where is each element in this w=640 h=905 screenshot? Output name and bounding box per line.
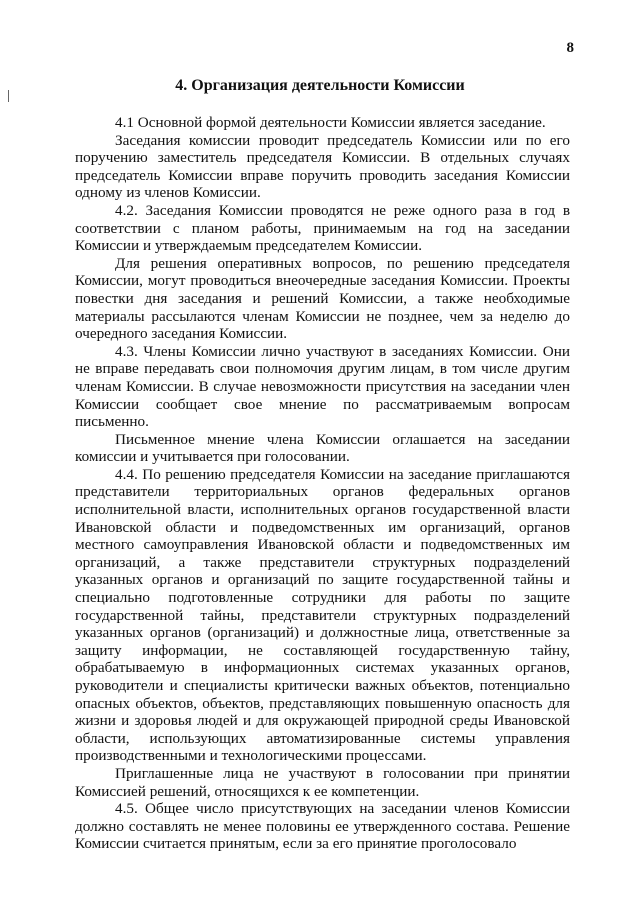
- paragraph-written-opinion: Письменное мнение члена Комиссии оглашается на заседании комиссии и учитывается при голосовании.: [75, 430, 570, 466]
- paragraph-4-3: 4.3. Члены Комиссии лично участвуют в заседаниях Комиссии. Они не вправе передавать свои полномочия другим лицам, в том числе другим членам Комиссии. В случае невозможности присутствия на заседании член Комиссии сообщает свое мнение по рассматриваемым вопросам письменно.: [75, 342, 570, 431]
- paragraph-meetings-chair: Заседания комиссии проводит председатель Комиссии или по его поручению заместитель председателя Комиссии. В отдельных случаях председатель Комиссии вправе поручить проводить заседания Комиссии одному из членов Комиссии.: [75, 131, 570, 202]
- paragraph-invited-persons: Приглашенные лица не участвуют в голосовании при принятии Комиссией решений, относящихся к ее компетенции.: [75, 764, 570, 800]
- paragraph-extraordinary-meetings: Для решения оперативных вопросов, по решению председателя Комиссии, могут проводиться внеочередные заседания Комиссии. Проекты повестки дня заседания и решений Комиссии, а также необходимые материалы рассылаются членам Комиссии не позднее, чем за неделю до очередного заседания Комиссии.: [75, 254, 570, 343]
- paragraph-4-4: 4.4. По решению председателя Комиссии на заседание приглашаются представители территориальных органов федеральных органов исполнительной власти, исполнительных органов государственной власти Ивановской области и подведомственных им организаций, органов местного самоуправления Ивановской области и подведомственных им организаций, а также представители структурных подразделений указанных органов и организаций по защите государственной тайны и специально подготовленные сотрудники для работы по защите государственной тайны, представители структурных подразделений указанных органов (организаций) и должностные лица, ответственные за защиту информации, не составляющей государственную тайну, обрабатываемую в информационных системах указанных органов, руководители и специалисты критически важных объектов, потенциально опасных объектов, объектов, представляющих повышенную опасность для жизни и здоровья людей и для окружающей природной среды Ивановской области, использующих автоматизированные системы управления производственными и технологическими процессами.: [75, 465, 570, 765]
- paragraph-4-5: 4.5. Общее число присутствующих на заседании членов Комиссии должно составлять не менее половины ее утвержденного состава. Решение Комиссии считается принятым, если за его принятие проголосовало: [75, 800, 570, 853]
- paragraph-4-2: 4.2. Заседания Комиссии проводятся не реже одного раза в год в соответствии с планом работы, принимаемым на год на заседании Комиссии и утверждаемым председателем Комиссии.: [75, 201, 570, 255]
- page-number: 8: [566, 40, 574, 56]
- section-heading: 4. Организация деятельности Комиссии: [175, 77, 465, 94]
- paragraph-4-1: 4.1 Основной формой деятельности Комиссии является заседание.: [115, 114, 546, 131]
- document-body: [75, 114, 570, 853]
